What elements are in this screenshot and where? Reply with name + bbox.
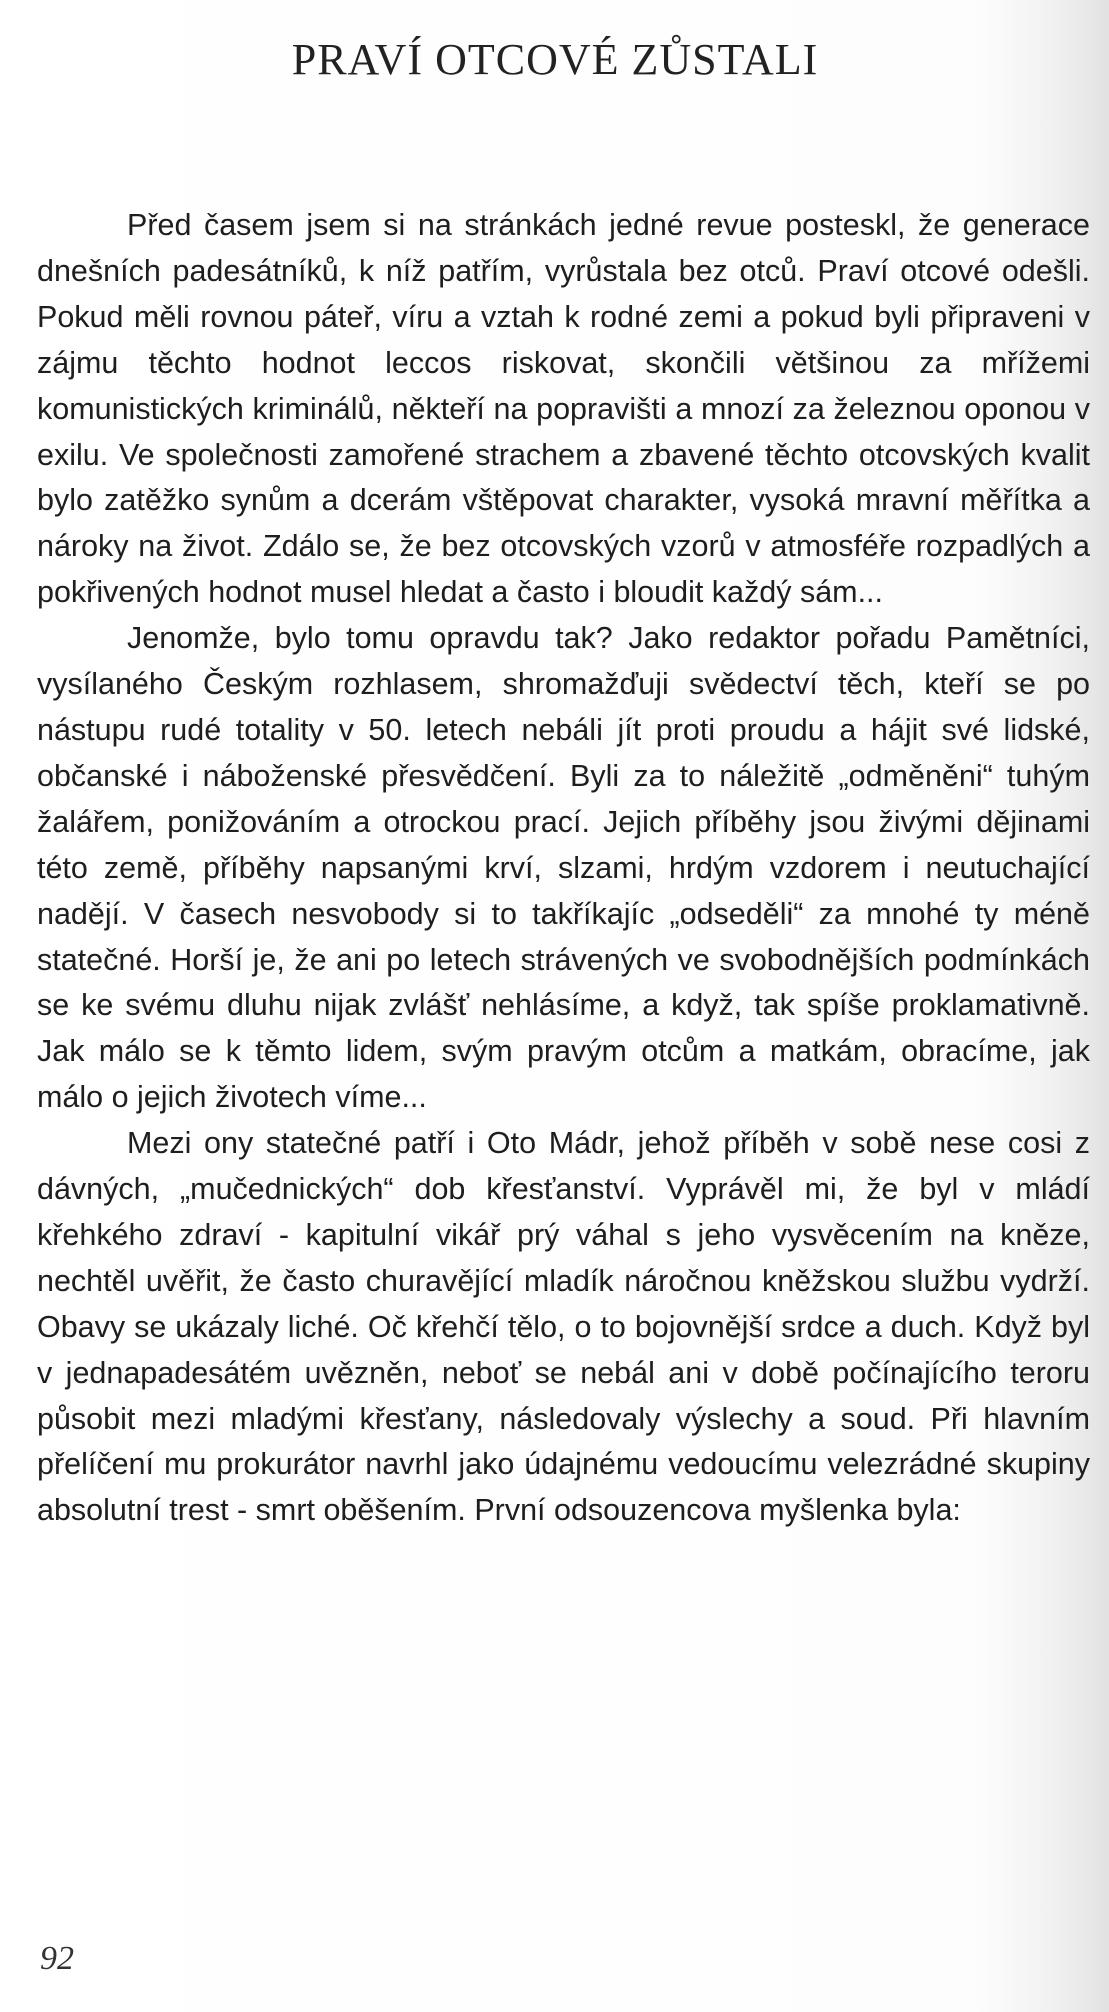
- paragraph-2: Jenomže, bylo tomu opravdu tak? Jako redaktor pořadu Pamětníci, vysílaného Českým rozhlasem, shromažďuji svědectví těch, kteří se po nástupu rudé totality v 50. letech nebáli jít proti proudu a hájit své lidské, občanské i náboženské přesvědčení. Byli za to náležitě „odměněni“ tuhým žalářem, ponižováním a otrockou prací. Jejich příběhy jsou živými dějinami této země, příběhy napsanými krví, slzami, hrdým vzdorem i neutuchající nadějí. V časech nesvobody si to takříkajíc „odseděli“ za mnohé ty méně statečné. Horší je, že ani po letech strávených ve svobodnějších podmínkách se ke svému dluhu nijak zvlášť nehlásíme, a když, tak spíše proklamativně. Jak málo se k těmto lidem, svým pravým otcům a matkám, obracíme, jak málo o jejich životech víme...: [37, 621, 1090, 1115]
- body-text: [37, 203, 1090, 1534]
- chapter-title: PRAVÍ OTCOVÉ ZŮSTALI: [291, 35, 819, 84]
- paragraph-1: Před časem jsem si na stránkách jedné revue posteskl, že generace dnešních padesátníků, k níž patřím, vyrůstala bez otců. Praví otcové odešli. Pokud měli rovnou páteř, víru a vztah k rodné zemi a pokud byli připraveni v zájmu těchto hodnot leccos riskovat, skončili většinou za mřížemi komunistických kriminálů, někteří na popravišti a mnozí za železnou oponou v exilu. Ve společnosti zamořené strachem a zbavené těchto otcovských kvalit bylo zatěžko synům a dcerám vštěpovat charakter, vysoká mravní měřítka a nároky na život. Zdálo se, že bez otcovských vzorů v atmosféře rozpadlých a pokřivených hodnot musel hledat a často i bloudit každý sám...: [37, 208, 1090, 610]
- paragraph-3: Mezi ony statečné patří i Oto Mádr, jehož příběh v sobě nese cosi z dávných, „mučednických“ dob křesťanství. Vyprávěl mi, že byl v mládí křehkého zdraví - kapitulní vikář prý váhal s jeho vysvěcením na kněze, nechtěl uvěřit, že často churavějící mladík náročnou kněžskou službu vydrží. Obavy se ukázaly liché. Oč křehčí tělo, o to bojovnější srdce a duch. Když byl v jednapadesátém uvězněn, neboť se nebál ani v době počínajícího teroru působit mezi mladými křesťany, následovaly výslechy a soud. Při hlavním přelíčení mu prokurátor navrhl jako údajnému vedoucímu velezrádné skupiny absolutní trest - smrt oběšením. První odsouzencova myšlenka byla:: [37, 1126, 1090, 1528]
- page-number: 92: [40, 1940, 74, 1977]
